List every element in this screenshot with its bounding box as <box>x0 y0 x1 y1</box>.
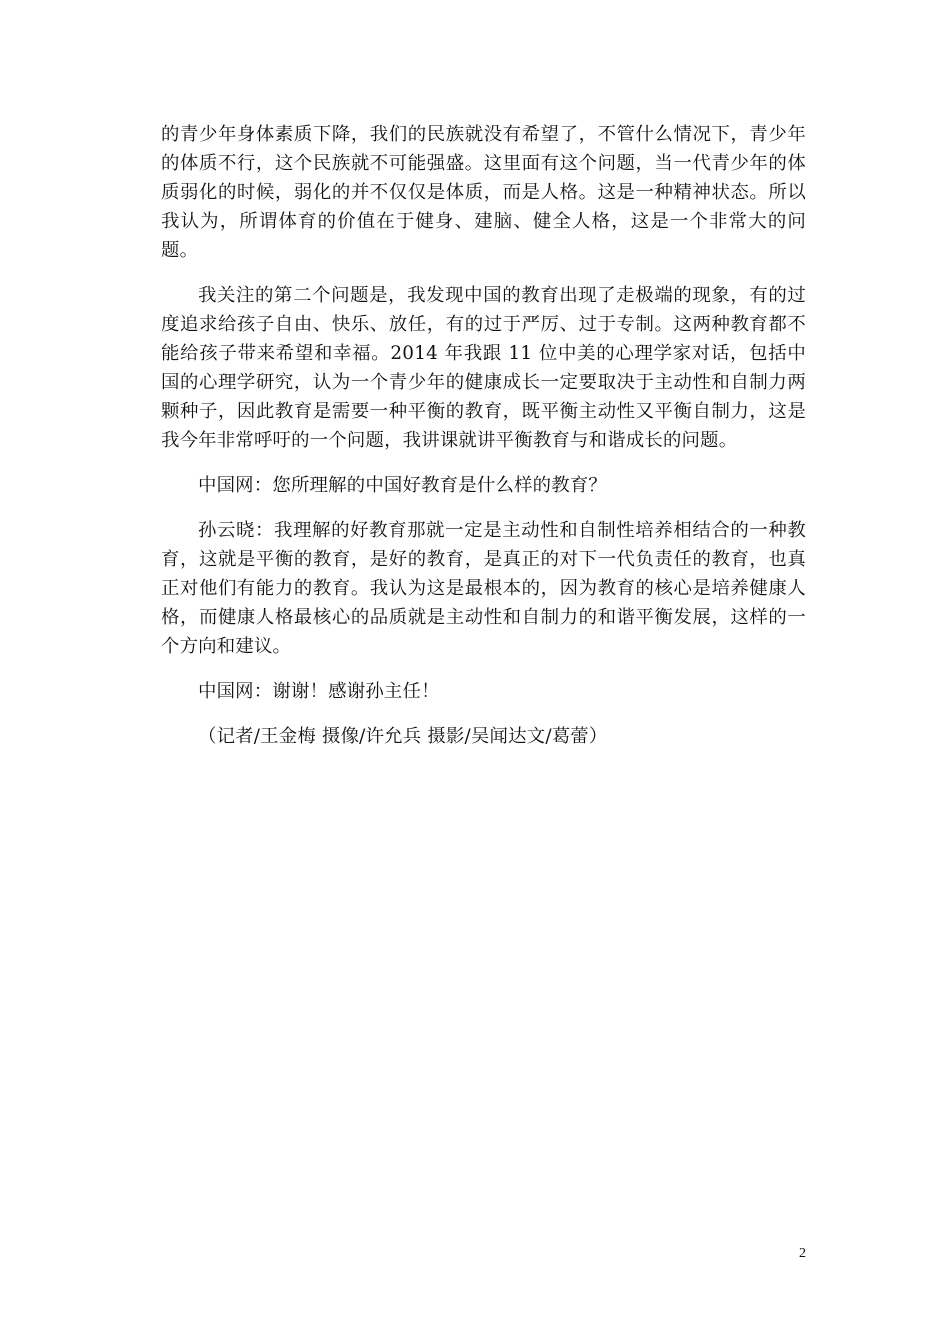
document-body <box>161 120 806 767</box>
paragraph-continuation: 的青少年身体素质下降，我们的民族就没有希望了，不管什么情况下，青少年的体质不行，这个民族就不可能强盛。这里面有这个问题，当一代青少年的体质弱化的时候，弱化的并不仅仅是体质，而是人格。这是一种精神状态。所以我认为，所谓体育的价值在于健身、建脑、健全人格，这是一个非常大的问题。 <box>161 124 806 261</box>
paragraph-second-issue: 我关注的第二个问题是，我发现中国的教育出现了走极端的现象，有的过度追求给孩子自由、快乐、放任，有的过于严厉、过于专制。这两种教育都不能给孩子带来希望和幸福。2014 年我跟 11 位中美的心理学家对话，包括中国的心理学研究，认为一个青少年的健康成长一定要取决于主动性和自制力两颗种子，因此教育是需要一种平衡的教育，既平衡主动性又平衡自制力，这是我今年非常呼吁的一个问题，我讲课就讲平衡教育与和谐成长的问题。 <box>161 285 806 451</box>
paragraph-credits: （记者/王金梅 摄像/许允兵 摄影/吴闻达文/葛蕾） <box>198 726 608 747</box>
paragraph-interview-question: 中国网：您所理解的中国好教育是什么样的教育？ <box>198 475 607 496</box>
paragraph-interview-answer: 孙云晓：我理解的好教育那就一定是主动性和自制性培养相结合的一种教育，这就是平衡的教育，是好的教育，是真正的对下一代负责任的教育，也真正对他们有能力的教育。我认为这是最根本的，因为教育的核心是培养健康人格，而健康人格最核心的品质就是主动性和自制力的和谐平衡发展，这样的一个方向和建议。 <box>161 520 806 657</box>
paragraph-closing-thanks: 中国网：谢谢！感谢孙主任！ <box>198 681 440 702</box>
page-number: 2 <box>799 1246 806 1261</box>
